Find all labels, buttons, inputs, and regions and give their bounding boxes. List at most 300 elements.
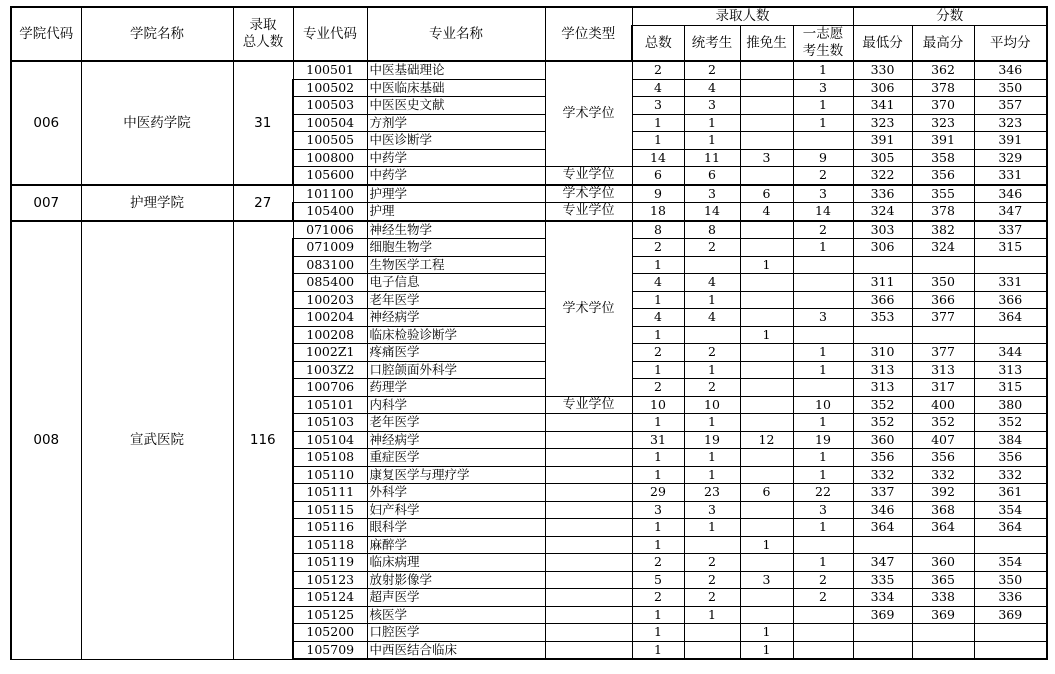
- cell-max-score: 378: [912, 79, 974, 97]
- cell-major-name: 临床病理: [367, 554, 545, 572]
- cell-avg-score: 346: [974, 61, 1047, 79]
- cell-first-choice: 3: [793, 309, 853, 327]
- cell-total: 8: [632, 221, 684, 239]
- cell-min-score: 324: [853, 203, 912, 221]
- cell-major-code: 101100: [293, 185, 367, 203]
- cell-min-score: 341: [853, 97, 912, 115]
- cell-max-score: [912, 536, 974, 554]
- cell-college-name: 宣武医院: [81, 221, 233, 660]
- cell-avg-score: 315: [974, 379, 1047, 397]
- cell-tongkao: 1: [684, 449, 740, 467]
- cell-college-name: 护理学院: [81, 185, 233, 221]
- cell-tongkao: 2: [684, 554, 740, 572]
- cell-min-score: 336: [853, 185, 912, 203]
- cell-max-score: 352: [912, 414, 974, 432]
- cell-major-name: 疼痛医学: [367, 344, 545, 362]
- cell-tuimian: [740, 97, 793, 115]
- cell-total: 1: [632, 414, 684, 432]
- cell-tongkao: 3: [684, 501, 740, 519]
- cell-first-choice: 9: [793, 149, 853, 167]
- cell-max-score: 391: [912, 132, 974, 150]
- cell-avg-score: 350: [974, 571, 1047, 589]
- cell-first-choice: 10: [793, 396, 853, 414]
- cell-tuimian: [740, 554, 793, 572]
- cell-avg-score: 369: [974, 606, 1047, 624]
- cell-first-choice: [793, 624, 853, 642]
- cell-tuimian: [740, 61, 793, 79]
- cell-max-score: 365: [912, 571, 974, 589]
- cell-max-score: 369: [912, 606, 974, 624]
- cell-major-code: 071009: [293, 239, 367, 257]
- cell-total: 1: [632, 624, 684, 642]
- cell-tuimian: [740, 466, 793, 484]
- cell-total: 2: [632, 239, 684, 257]
- header-college-name: 学院名称: [81, 7, 233, 61]
- cell-tongkao: 19: [684, 431, 740, 449]
- cell-major-name: 老年医学: [367, 414, 545, 432]
- cell-total: 3: [632, 501, 684, 519]
- cell-max-score: 360: [912, 554, 974, 572]
- cell-tuimian: 6: [740, 484, 793, 502]
- cell-first-choice: 1: [793, 239, 853, 257]
- cell-tongkao: 1: [684, 466, 740, 484]
- cell-total: 1: [632, 536, 684, 554]
- cell-first-choice: 22: [793, 484, 853, 502]
- cell-avg-score: [974, 256, 1047, 274]
- cell-tongkao: 1: [684, 361, 740, 379]
- cell-avg-score: 364: [974, 309, 1047, 327]
- cell-degree-type: 专业学位: [545, 396, 632, 414]
- cell-total: 10: [632, 396, 684, 414]
- cell-major-code: 105111: [293, 484, 367, 502]
- cell-avg-score: 313: [974, 361, 1047, 379]
- cell-college-code: 006: [11, 61, 81, 185]
- cell-tuimian: [740, 361, 793, 379]
- cell-first-choice: 3: [793, 79, 853, 97]
- cell-major-code: 105118: [293, 536, 367, 554]
- cell-avg-score: 361: [974, 484, 1047, 502]
- header-sub-tongkao: 统考生: [684, 26, 740, 62]
- cell-first-choice: 1: [793, 344, 853, 362]
- cell-first-choice: [793, 326, 853, 344]
- table-header: [11, 7, 1047, 61]
- cell-major-code: 100503: [293, 97, 367, 115]
- cell-total: 29: [632, 484, 684, 502]
- cell-first-choice: 1: [793, 449, 853, 467]
- cell-major-code: 105400: [293, 203, 367, 221]
- header-total-text: 录取 总人数: [242, 17, 284, 50]
- cell-total: 1: [632, 132, 684, 150]
- cell-major-code: 105200: [293, 624, 367, 642]
- cell-first-choice: 1: [793, 61, 853, 79]
- cell-degree-type: [545, 519, 632, 537]
- cell-tongkao: 8: [684, 221, 740, 239]
- header-sub-avg: 平均分: [974, 26, 1047, 62]
- cell-max-score: 378: [912, 203, 974, 221]
- cell-degree-type: [545, 554, 632, 572]
- header-first-choice-text: 一志愿 考生数: [802, 26, 844, 59]
- cell-major-code: 105709: [293, 641, 367, 659]
- cell-tongkao: 10: [684, 396, 740, 414]
- cell-max-score: 377: [912, 344, 974, 362]
- cell-major-name: 中医临床基础: [367, 79, 545, 97]
- cell-first-choice: 1: [793, 414, 853, 432]
- cell-total: 2: [632, 344, 684, 362]
- cell-min-score: 366: [853, 291, 912, 309]
- cell-major-name: 神经生物学: [367, 221, 545, 239]
- cell-first-choice: 1: [793, 519, 853, 537]
- cell-total: 2: [632, 554, 684, 572]
- cell-tuimian: 4: [740, 203, 793, 221]
- cell-total: 2: [632, 61, 684, 79]
- cell-major-name: 细胞生物学: [367, 239, 545, 257]
- cell-total: 1: [632, 361, 684, 379]
- cell-tongkao: [684, 256, 740, 274]
- table-row: [11, 221, 1047, 239]
- cell-tongkao: 23: [684, 484, 740, 502]
- cell-major-code: 105116: [293, 519, 367, 537]
- cell-degree-type: [545, 606, 632, 624]
- cell-avg-score: 352: [974, 414, 1047, 432]
- cell-tuimian: 3: [740, 571, 793, 589]
- cell-min-score: [853, 641, 912, 659]
- cell-tuimian: [740, 291, 793, 309]
- cell-tuimian: [740, 606, 793, 624]
- cell-college-code: 007: [11, 185, 81, 221]
- cell-total: 1: [632, 519, 684, 537]
- cell-tuimian: [740, 309, 793, 327]
- cell-first-choice: 2: [793, 167, 853, 185]
- cell-tuimian: [740, 519, 793, 537]
- cell-major-code: 100203: [293, 291, 367, 309]
- cell-min-score: [853, 536, 912, 554]
- cell-max-score: 317: [912, 379, 974, 397]
- cell-major-code: 100504: [293, 114, 367, 132]
- cell-min-score: 332: [853, 466, 912, 484]
- cell-tongkao: 4: [684, 309, 740, 327]
- cell-max-score: 356: [912, 167, 974, 185]
- cell-max-score: 350: [912, 274, 974, 292]
- cell-tongkao: 2: [684, 589, 740, 607]
- cell-avg-score: 323: [974, 114, 1047, 132]
- cell-max-score: 332: [912, 466, 974, 484]
- cell-min-score: 323: [853, 114, 912, 132]
- cell-first-choice: 19: [793, 431, 853, 449]
- cell-avg-score: 384: [974, 431, 1047, 449]
- cell-college-name: 中医药学院: [81, 61, 233, 185]
- header-major-name: 专业名称: [367, 7, 545, 61]
- cell-tuimian: 1: [740, 641, 793, 659]
- cell-max-score: 338: [912, 589, 974, 607]
- cell-avg-score: 331: [974, 167, 1047, 185]
- cell-min-score: 303: [853, 221, 912, 239]
- cell-min-score: 311: [853, 274, 912, 292]
- cell-avg-score: 337: [974, 221, 1047, 239]
- cell-tuimian: [740, 379, 793, 397]
- cell-degree-type: [545, 536, 632, 554]
- cell-major-name: 外科学: [367, 484, 545, 502]
- cell-total: 1: [632, 641, 684, 659]
- cell-major-code: 105124: [293, 589, 367, 607]
- cell-min-score: 346: [853, 501, 912, 519]
- cell-major-name: 超声医学: [367, 589, 545, 607]
- cell-major-name: 护理: [367, 203, 545, 221]
- cell-min-score: 306: [853, 239, 912, 257]
- cell-total: 4: [632, 79, 684, 97]
- cell-major-code: 105101: [293, 396, 367, 414]
- header-sub-total: 总数: [632, 26, 684, 62]
- cell-min-score: 356: [853, 449, 912, 467]
- cell-min-score: 369: [853, 606, 912, 624]
- cell-major-name: 口腔颌面外科学: [367, 361, 545, 379]
- cell-max-score: 358: [912, 149, 974, 167]
- cell-major-code: 100208: [293, 326, 367, 344]
- cell-tuimian: [740, 274, 793, 292]
- cell-major-code: 100501: [293, 61, 367, 79]
- cell-tuimian: 1: [740, 624, 793, 642]
- cell-avg-score: 344: [974, 344, 1047, 362]
- cell-degree-type: 学术学位: [545, 221, 632, 397]
- cell-min-score: 352: [853, 414, 912, 432]
- cell-max-score: 407: [912, 431, 974, 449]
- cell-avg-score: 329: [974, 149, 1047, 167]
- cell-first-choice: 3: [793, 501, 853, 519]
- cell-total: 6: [632, 167, 684, 185]
- cell-avg-score: 380: [974, 396, 1047, 414]
- cell-avg-score: 332: [974, 466, 1047, 484]
- cell-major-code: 105103: [293, 414, 367, 432]
- cell-total: 1: [632, 291, 684, 309]
- cell-max-score: 323: [912, 114, 974, 132]
- cell-avg-score: [974, 641, 1047, 659]
- cell-tongkao: 4: [684, 274, 740, 292]
- cell-total: 3: [632, 97, 684, 115]
- cell-major-name: 老年医学: [367, 291, 545, 309]
- cell-degree-type: [545, 641, 632, 659]
- cell-first-choice: [793, 641, 853, 659]
- cell-major-code: 105600: [293, 167, 367, 185]
- cell-degree-type: [545, 589, 632, 607]
- cell-major-code: 105104: [293, 431, 367, 449]
- cell-total: 14: [632, 149, 684, 167]
- cell-major-name: 神经病学: [367, 309, 545, 327]
- cell-avg-score: 336: [974, 589, 1047, 607]
- cell-tuimian: [740, 114, 793, 132]
- cell-min-score: [853, 624, 912, 642]
- cell-major-name: 放射影像学: [367, 571, 545, 589]
- cell-min-score: 391: [853, 132, 912, 150]
- cell-degree-type: 专业学位: [545, 203, 632, 221]
- cell-tongkao: 1: [684, 291, 740, 309]
- cell-min-score: 364: [853, 519, 912, 537]
- cell-avg-score: 356: [974, 449, 1047, 467]
- cell-max-score: 377: [912, 309, 974, 327]
- cell-major-name: 康复医学与理疗学: [367, 466, 545, 484]
- cell-first-choice: 1: [793, 361, 853, 379]
- cell-min-score: 310: [853, 344, 912, 362]
- cell-tongkao: 2: [684, 379, 740, 397]
- cell-first-choice: 1: [793, 114, 853, 132]
- cell-major-code: 100204: [293, 309, 367, 327]
- cell-avg-score: 350: [974, 79, 1047, 97]
- cell-college-total: 31: [233, 61, 293, 185]
- cell-max-score: 364: [912, 519, 974, 537]
- cell-first-choice: [793, 379, 853, 397]
- cell-min-score: 335: [853, 571, 912, 589]
- cell-avg-score: 354: [974, 501, 1047, 519]
- cell-max-score: [912, 624, 974, 642]
- cell-max-score: 368: [912, 501, 974, 519]
- cell-major-name: 中医诊断学: [367, 132, 545, 150]
- cell-tuimian: 1: [740, 256, 793, 274]
- cell-tuimian: [740, 449, 793, 467]
- cell-major-code: 1002Z1: [293, 344, 367, 362]
- cell-min-score: [853, 256, 912, 274]
- cell-total: 5: [632, 571, 684, 589]
- cell-major-code: 105125: [293, 606, 367, 624]
- cell-min-score: 334: [853, 589, 912, 607]
- cell-total: 1: [632, 606, 684, 624]
- cell-tongkao: 2: [684, 239, 740, 257]
- cell-avg-score: [974, 326, 1047, 344]
- cell-college-code: 008: [11, 221, 81, 660]
- cell-tongkao: 4: [684, 79, 740, 97]
- header-college-code: 学院代码: [11, 7, 81, 61]
- cell-tongkao: 2: [684, 61, 740, 79]
- cell-tongkao: 3: [684, 97, 740, 115]
- cell-total: 18: [632, 203, 684, 221]
- cell-college-total: 116: [233, 221, 293, 660]
- cell-first-choice: [793, 132, 853, 150]
- cell-major-name: 妇产科学: [367, 501, 545, 519]
- cell-major-name: 中药学: [367, 167, 545, 185]
- cell-first-choice: 1: [793, 554, 853, 572]
- cell-max-score: 313: [912, 361, 974, 379]
- cell-tongkao: [684, 641, 740, 659]
- cell-tongkao: 1: [684, 606, 740, 624]
- cell-first-choice: 3: [793, 185, 853, 203]
- cell-major-code: 105123: [293, 571, 367, 589]
- cell-max-score: [912, 256, 974, 274]
- cell-max-score: 392: [912, 484, 974, 502]
- cell-major-name: 方剂学: [367, 114, 545, 132]
- header-sub-first-choice: [793, 26, 853, 62]
- cell-total: 1: [632, 326, 684, 344]
- header-admit-group: 录取人数: [632, 7, 853, 26]
- cell-tongkao: 2: [684, 344, 740, 362]
- cell-min-score: 347: [853, 554, 912, 572]
- cell-tuimian: [740, 239, 793, 257]
- header-score-group: 分数: [853, 7, 1047, 26]
- header-degree-type: 学位类型: [545, 7, 632, 61]
- cell-avg-score: 364: [974, 519, 1047, 537]
- cell-tongkao: 14: [684, 203, 740, 221]
- cell-major-code: 100502: [293, 79, 367, 97]
- cell-avg-score: 331: [974, 274, 1047, 292]
- cell-max-score: 370: [912, 97, 974, 115]
- cell-min-score: 313: [853, 379, 912, 397]
- cell-tongkao: [684, 624, 740, 642]
- cell-major-name: 核医学: [367, 606, 545, 624]
- cell-major-name: 生物医学工程: [367, 256, 545, 274]
- cell-tongkao: 3: [684, 185, 740, 203]
- cell-major-name: 中药学: [367, 149, 545, 167]
- cell-min-score: [853, 326, 912, 344]
- cell-first-choice: [793, 291, 853, 309]
- cell-first-choice: 14: [793, 203, 853, 221]
- cell-max-score: [912, 641, 974, 659]
- cell-first-choice: [793, 606, 853, 624]
- cell-tuimian: [740, 396, 793, 414]
- cell-tuimian: 3: [740, 149, 793, 167]
- cell-max-score: 362: [912, 61, 974, 79]
- cell-first-choice: [793, 256, 853, 274]
- cell-degree-type: [545, 449, 632, 467]
- cell-tuimian: 1: [740, 326, 793, 344]
- cell-tuimian: [740, 132, 793, 150]
- cell-major-code: 1003Z2: [293, 361, 367, 379]
- cell-degree-type: [545, 466, 632, 484]
- cell-major-name: 重症医学: [367, 449, 545, 467]
- cell-college-total: 27: [233, 185, 293, 221]
- cell-tongkao: 1: [684, 519, 740, 537]
- header-total-admitted: [233, 7, 293, 61]
- header-sub-tuimian: 推免生: [740, 26, 793, 62]
- cell-tuimian: 12: [740, 431, 793, 449]
- cell-max-score: 400: [912, 396, 974, 414]
- cell-total: 2: [632, 589, 684, 607]
- cell-min-score: 352: [853, 396, 912, 414]
- header-sub-min: 最低分: [853, 26, 912, 62]
- cell-degree-type: [545, 414, 632, 432]
- cell-total: 9: [632, 185, 684, 203]
- cell-degree-type: 学术学位: [545, 61, 632, 167]
- cell-avg-score: 347: [974, 203, 1047, 221]
- cell-total: 1: [632, 256, 684, 274]
- cell-min-score: 306: [853, 79, 912, 97]
- cell-major-name: 临床检验诊断学: [367, 326, 545, 344]
- cell-min-score: 322: [853, 167, 912, 185]
- cell-major-name: 口腔医学: [367, 624, 545, 642]
- cell-total: 1: [632, 114, 684, 132]
- cell-total: 2: [632, 379, 684, 397]
- header-sub-max: 最高分: [912, 26, 974, 62]
- cell-tongkao: 2: [684, 571, 740, 589]
- cell-min-score: 313: [853, 361, 912, 379]
- cell-major-name: 神经病学: [367, 431, 545, 449]
- cell-major-code: 083100: [293, 256, 367, 274]
- cell-min-score: 353: [853, 309, 912, 327]
- cell-major-name: 内科学: [367, 396, 545, 414]
- cell-total: 1: [632, 466, 684, 484]
- cell-max-score: 366: [912, 291, 974, 309]
- cell-first-choice: [793, 274, 853, 292]
- cell-tongkao: [684, 536, 740, 554]
- cell-tuimian: [740, 589, 793, 607]
- cell-max-score: [912, 326, 974, 344]
- cell-tuimian: [740, 501, 793, 519]
- header-major-code: 专业代码: [293, 7, 367, 61]
- cell-major-code: 085400: [293, 274, 367, 292]
- cell-tuimian: [740, 167, 793, 185]
- cell-total: 4: [632, 274, 684, 292]
- cell-min-score: 330: [853, 61, 912, 79]
- cell-tuimian: [740, 344, 793, 362]
- cell-avg-score: [974, 624, 1047, 642]
- cell-total: 31: [632, 431, 684, 449]
- cell-first-choice: 1: [793, 97, 853, 115]
- cell-major-code: 105119: [293, 554, 367, 572]
